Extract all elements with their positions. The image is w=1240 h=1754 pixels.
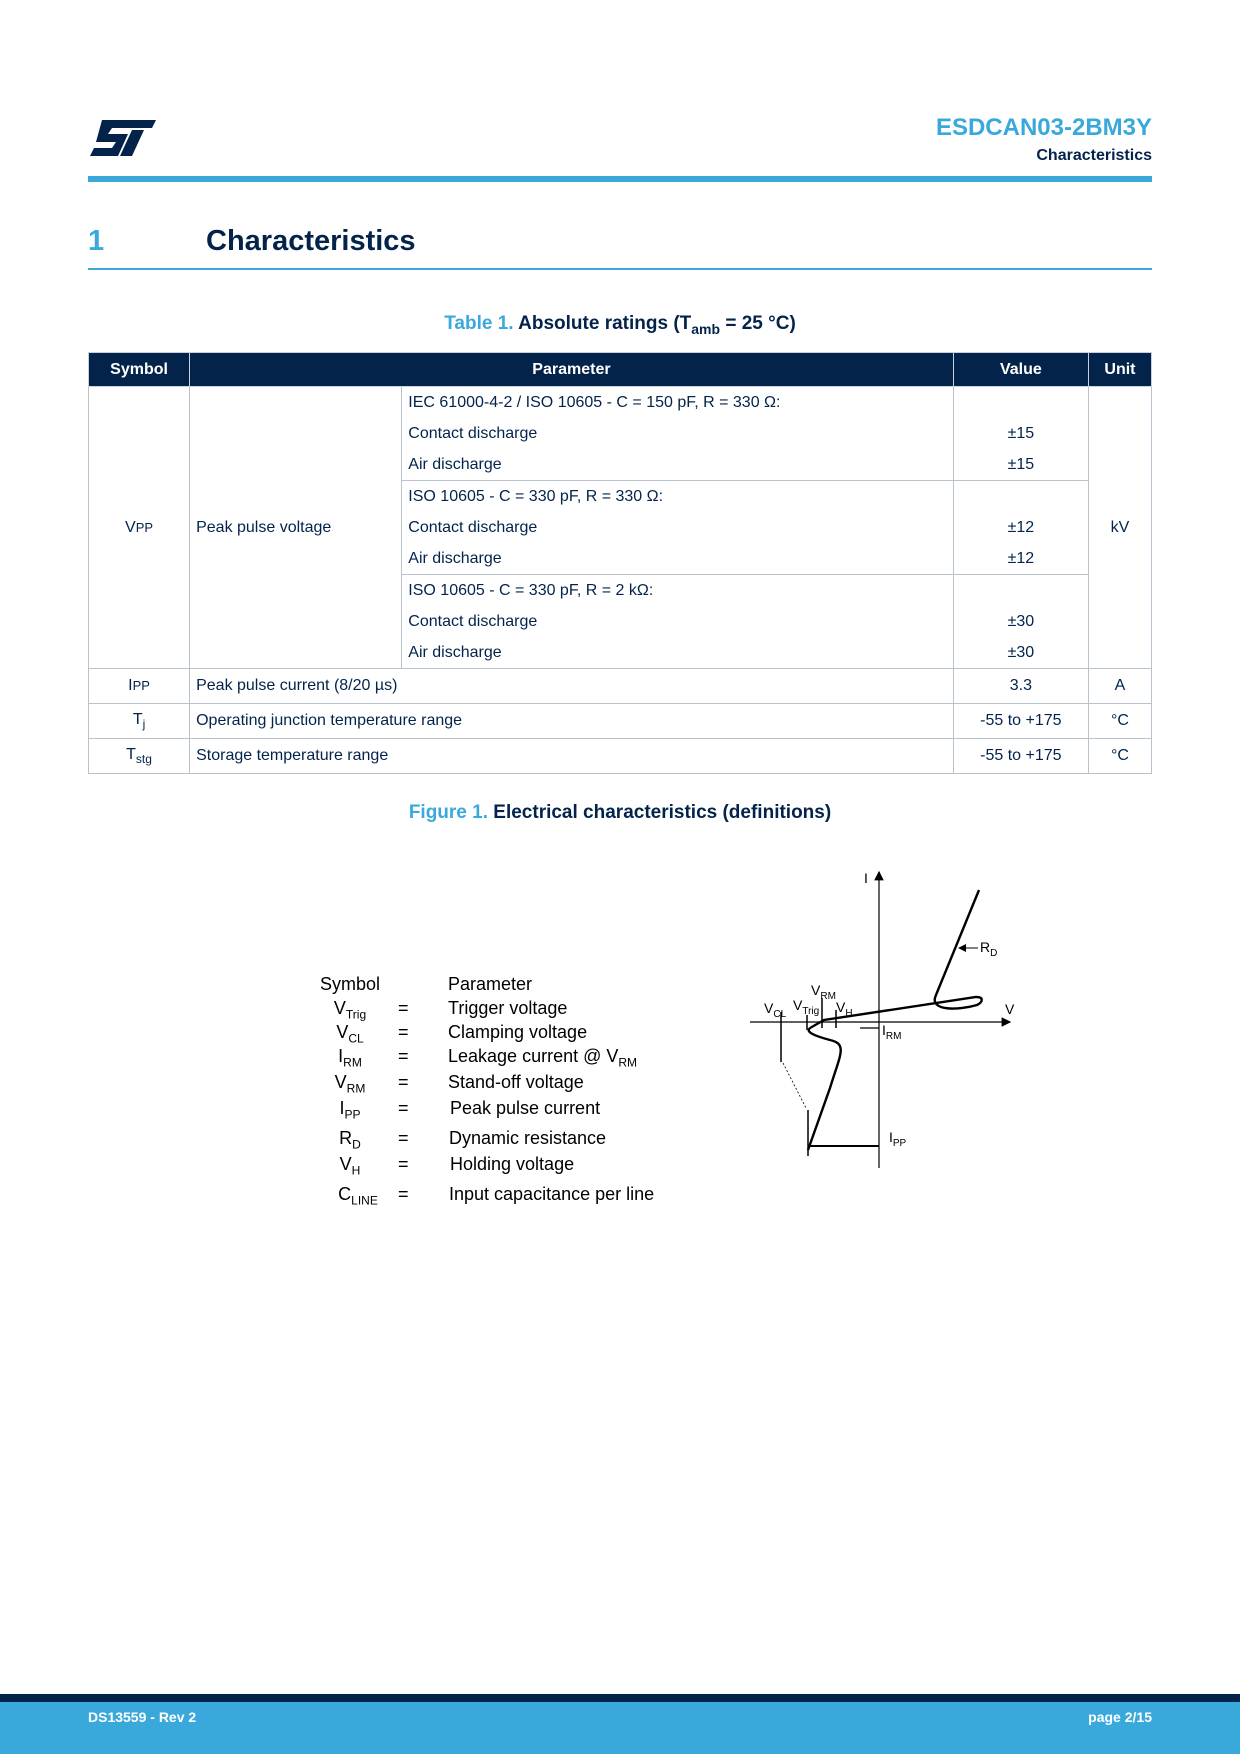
contact-value: ±30	[1007, 613, 1035, 630]
def-parameter: Stand-off voltage	[448, 1072, 584, 1092]
contact-label: Contact discharge	[408, 425, 538, 442]
def-parameter: Peak pulse current	[450, 1098, 601, 1118]
header-rule	[88, 176, 1152, 182]
table-row	[89, 739, 1152, 774]
section-number: 1	[88, 225, 105, 257]
header-section-name: Characteristics	[1036, 147, 1152, 164]
def-parameter: Trigger voltage	[448, 998, 568, 1018]
ipp-unit-cell: A	[1088, 669, 1151, 704]
def-equals: =	[398, 1128, 409, 1148]
header-value: Value	[953, 353, 1088, 387]
tstg-symbol-cell: $T_{stg}$	[89, 739, 190, 774]
ipp-label: $I_{PP}$	[889, 1129, 907, 1149]
table-label: Table 1.	[444, 313, 514, 334]
air-label: Air discharge	[408, 456, 502, 473]
table-title-sub: amb	[691, 320, 721, 337]
tstg-parameter-cell: Storage temperature range	[190, 739, 954, 774]
tj-symbol-cell: $T_j$	[89, 704, 190, 739]
footer-page-number: page 2/15	[1088, 1709, 1152, 1725]
absolute-ratings-table	[88, 352, 1152, 774]
section-title: Characteristics	[206, 225, 416, 257]
contact-label: Contact discharge	[408, 613, 538, 630]
contact-value: ±15	[1007, 425, 1035, 442]
table-caption	[88, 313, 1152, 337]
footer-doc-id: DS13559 - Rev 2	[88, 1709, 197, 1725]
def-symbol: V	[336, 1022, 349, 1042]
header-unit: Unit	[1088, 353, 1151, 387]
i-axis-label: I	[864, 870, 868, 886]
footer-dark-band	[0, 1694, 1240, 1702]
vpp-value-cell	[953, 575, 1088, 669]
vpp-unit-cell: kV	[1088, 387, 1151, 669]
air-label: Air discharge	[408, 550, 502, 567]
def-symbol: I	[339, 1098, 345, 1118]
vpp-symbol-cell: VPP	[89, 387, 190, 669]
air-value: ±15	[1007, 456, 1035, 473]
def-symbol: V	[333, 998, 346, 1018]
vpp-condition-cell	[402, 387, 954, 481]
vpp-condition-cell	[402, 481, 954, 575]
electrical-characteristics-figure: Symbol Parameter $V_{Trig}$ = Trigger voltage $V_{CL}$ = Clamping voltage $I_{RM}$ = Leakage current @ $V_{RM}$ $V_{RM}$ = Stand-off voltage $I_{PP}$ = Peak pulse current $R_D$ = Dynamic resistance $V_H$ = Holding voltage $C_{LINE}$ = Input capacitance per line I V $R_D$ $V_{RM}$ $V_{CL}$ $V_{Trig}$ $V_H$ $I_{RM}$ $I_{PP}$	[300, 850, 1040, 1180]
def-equals: =	[398, 1072, 409, 1092]
definitions-symbol-header: Symbol	[319, 974, 381, 994]
header-product-name: ESDCAN03-2BM3Y	[935, 114, 1152, 141]
def-equals: =	[398, 998, 409, 1018]
ipp-parameter-cell: Peak pulse current (8/20 µs)	[190, 669, 954, 704]
table-title: Absolute ratings (T	[518, 313, 692, 334]
ipp-symbol-cell: IPP	[89, 669, 190, 704]
ipp-value-cell: 3.3	[953, 669, 1088, 704]
negative-branch-curve	[808, 1028, 841, 1150]
vpp-value-cell	[953, 481, 1088, 575]
table-title-end: = 25 °C)	[720, 313, 796, 334]
figure-caption	[88, 802, 1152, 824]
table-row	[89, 669, 1152, 704]
def-parameter: Clamping voltage	[448, 1022, 588, 1042]
def-symbol: V	[339, 1154, 352, 1174]
figure-label: Figure 1.	[408, 802, 488, 823]
def-symbol: I	[338, 1046, 344, 1066]
v-axis-label: V	[1005, 1001, 1015, 1017]
irm-label: $I_{RM}$	[882, 1022, 902, 1042]
def-symbol: C	[338, 1184, 352, 1204]
table-header-row	[89, 353, 1152, 387]
def-parameter: Input capacitance per line	[449, 1184, 655, 1204]
definitions-parameter-header: Parameter	[448, 974, 533, 994]
tj-unit-cell: °C	[1088, 704, 1151, 739]
air-label: Air discharge	[408, 644, 502, 661]
vtrig-label: $V_{Trig}$	[793, 997, 820, 1017]
contact-label: Contact discharge	[408, 519, 538, 536]
iv-curve-graph	[300, 850, 1040, 1180]
tstg-value-cell: -55 to +175	[953, 739, 1088, 774]
def-equals: =	[398, 1154, 409, 1174]
def-parameter: Dynamic resistance	[449, 1128, 607, 1148]
condition-text: IEC 61000-4-2 / ISO 10605 - C = 150 pF, R = 330 Ω:	[408, 394, 781, 411]
section-rule	[88, 268, 1152, 270]
def-parameter: Leakage current @ V	[448, 1046, 619, 1066]
air-value: ±12	[1007, 550, 1035, 567]
tj-value-cell: -55 to +175	[953, 704, 1088, 739]
vh-label: $V_H$	[836, 999, 853, 1019]
table-row	[89, 387, 1152, 481]
tstg-unit-cell: °C	[1088, 739, 1151, 774]
contact-value: ±12	[1007, 519, 1035, 536]
def-parameter: Holding voltage	[450, 1154, 575, 1174]
figure-title: Electrical characteristics (definitions)	[493, 802, 832, 823]
condition-text: ISO 10605 - C = 330 pF, R = 330 Ω:	[408, 488, 664, 505]
def-symbol: R	[339, 1128, 353, 1148]
def-equals: =	[398, 1184, 409, 1204]
header-symbol: Symbol	[89, 353, 190, 387]
vcl-dashed-line	[783, 1063, 806, 1108]
def-equals: =	[398, 1098, 409, 1118]
header-parameter: Parameter	[190, 353, 954, 387]
vrm-label: $V_{RM}$	[811, 982, 836, 1002]
def-equals: =	[398, 1022, 409, 1042]
vpp-condition-cell	[402, 575, 954, 669]
air-value: ±30	[1007, 644, 1035, 661]
def-equals: =	[398, 1046, 409, 1066]
st-logo	[88, 118, 158, 158]
tj-parameter-cell: Operating junction temperature range	[190, 704, 954, 739]
condition-text: ISO 10605 - C = 330 pF, R = 2 kΩ:	[408, 582, 654, 599]
rd-label: $R_D$	[980, 939, 998, 959]
vcl-label: $V_{CL}$	[764, 1000, 787, 1020]
def-symbol: V	[334, 1072, 347, 1092]
vpp-parameter-cell: Peak pulse voltage	[190, 387, 402, 669]
vpp-value-cell	[953, 387, 1088, 481]
table-row	[89, 704, 1152, 739]
